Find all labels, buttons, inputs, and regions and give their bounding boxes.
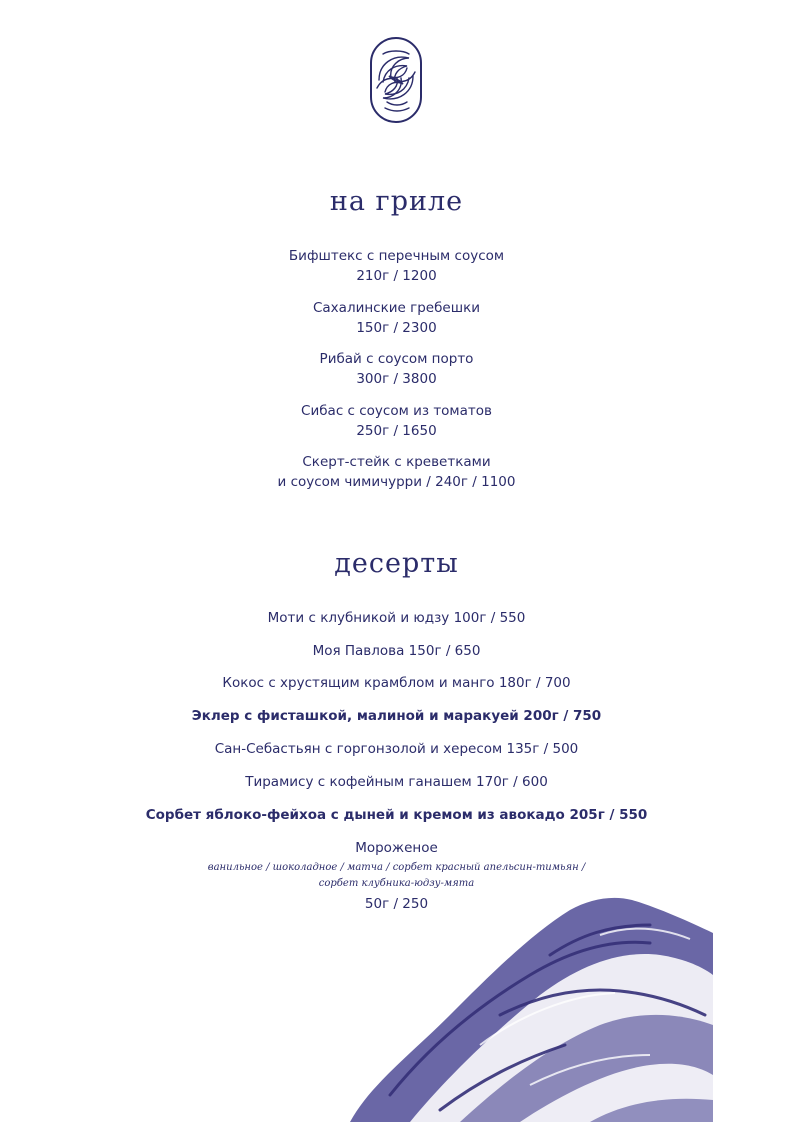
ice-cream-detail: 50г / 250 [364, 896, 429, 912]
grill-item-detail: 150г / 2300 [356, 320, 437, 336]
dessert-item: Кокос с хрустящим крамблом и манго 180г / 700 [222, 675, 571, 691]
dessert-item: Моти с клубникой и юдзу 100г / 550 [267, 610, 526, 626]
grill-item-name: Сибас с соусом из томатов [301, 403, 492, 419]
dessert-item: Сорбет яблоко-фейхоа с дыней и кремом из авокадо 205г / 550 [145, 807, 648, 823]
dessert-item: Моя Павлова 150г / 650 [312, 643, 481, 659]
grill-item-name: Бифштекс с перечным соусом [288, 248, 505, 264]
grill-item-name: Рибай с соусом порто [319, 351, 474, 367]
grill-section-title: на гриле [329, 186, 464, 217]
dessert-item: Эклер с фисташкой, малиной и маракуей 200г / 750 [191, 708, 602, 724]
grill-item-name: Сахалинские гребешки [312, 300, 481, 316]
grill-item-detail: 250г / 1650 [356, 423, 437, 439]
grill-item-name: Скерт-стейк с креветками [302, 454, 491, 470]
grill-item-detail: 300г / 3800 [356, 371, 437, 387]
desserts-section-title: десерты [334, 548, 459, 579]
ice-cream-name: Мороженое [355, 840, 438, 856]
wave-oval-logo-icon [369, 36, 423, 124]
grill-item-detail: 210г / 1200 [356, 268, 437, 284]
grill-item-detail: и соусом чимичурри / 240г / 1100 [277, 474, 516, 490]
ice-cream-flavors: ванильное / шоколадное / матча / сорбет красный апельсин-тимьян / [207, 862, 586, 873]
ice-cream-flavors: сорбет клубника-юдзу-мята [318, 878, 475, 889]
marble-wave-decoration [350, 895, 713, 1122]
dessert-item: Сан-Себастьян с горгонзолой и хересом 135г / 500 [214, 741, 579, 757]
dessert-item: Тирамису с кофейным ганашем 170г / 600 [245, 774, 548, 790]
